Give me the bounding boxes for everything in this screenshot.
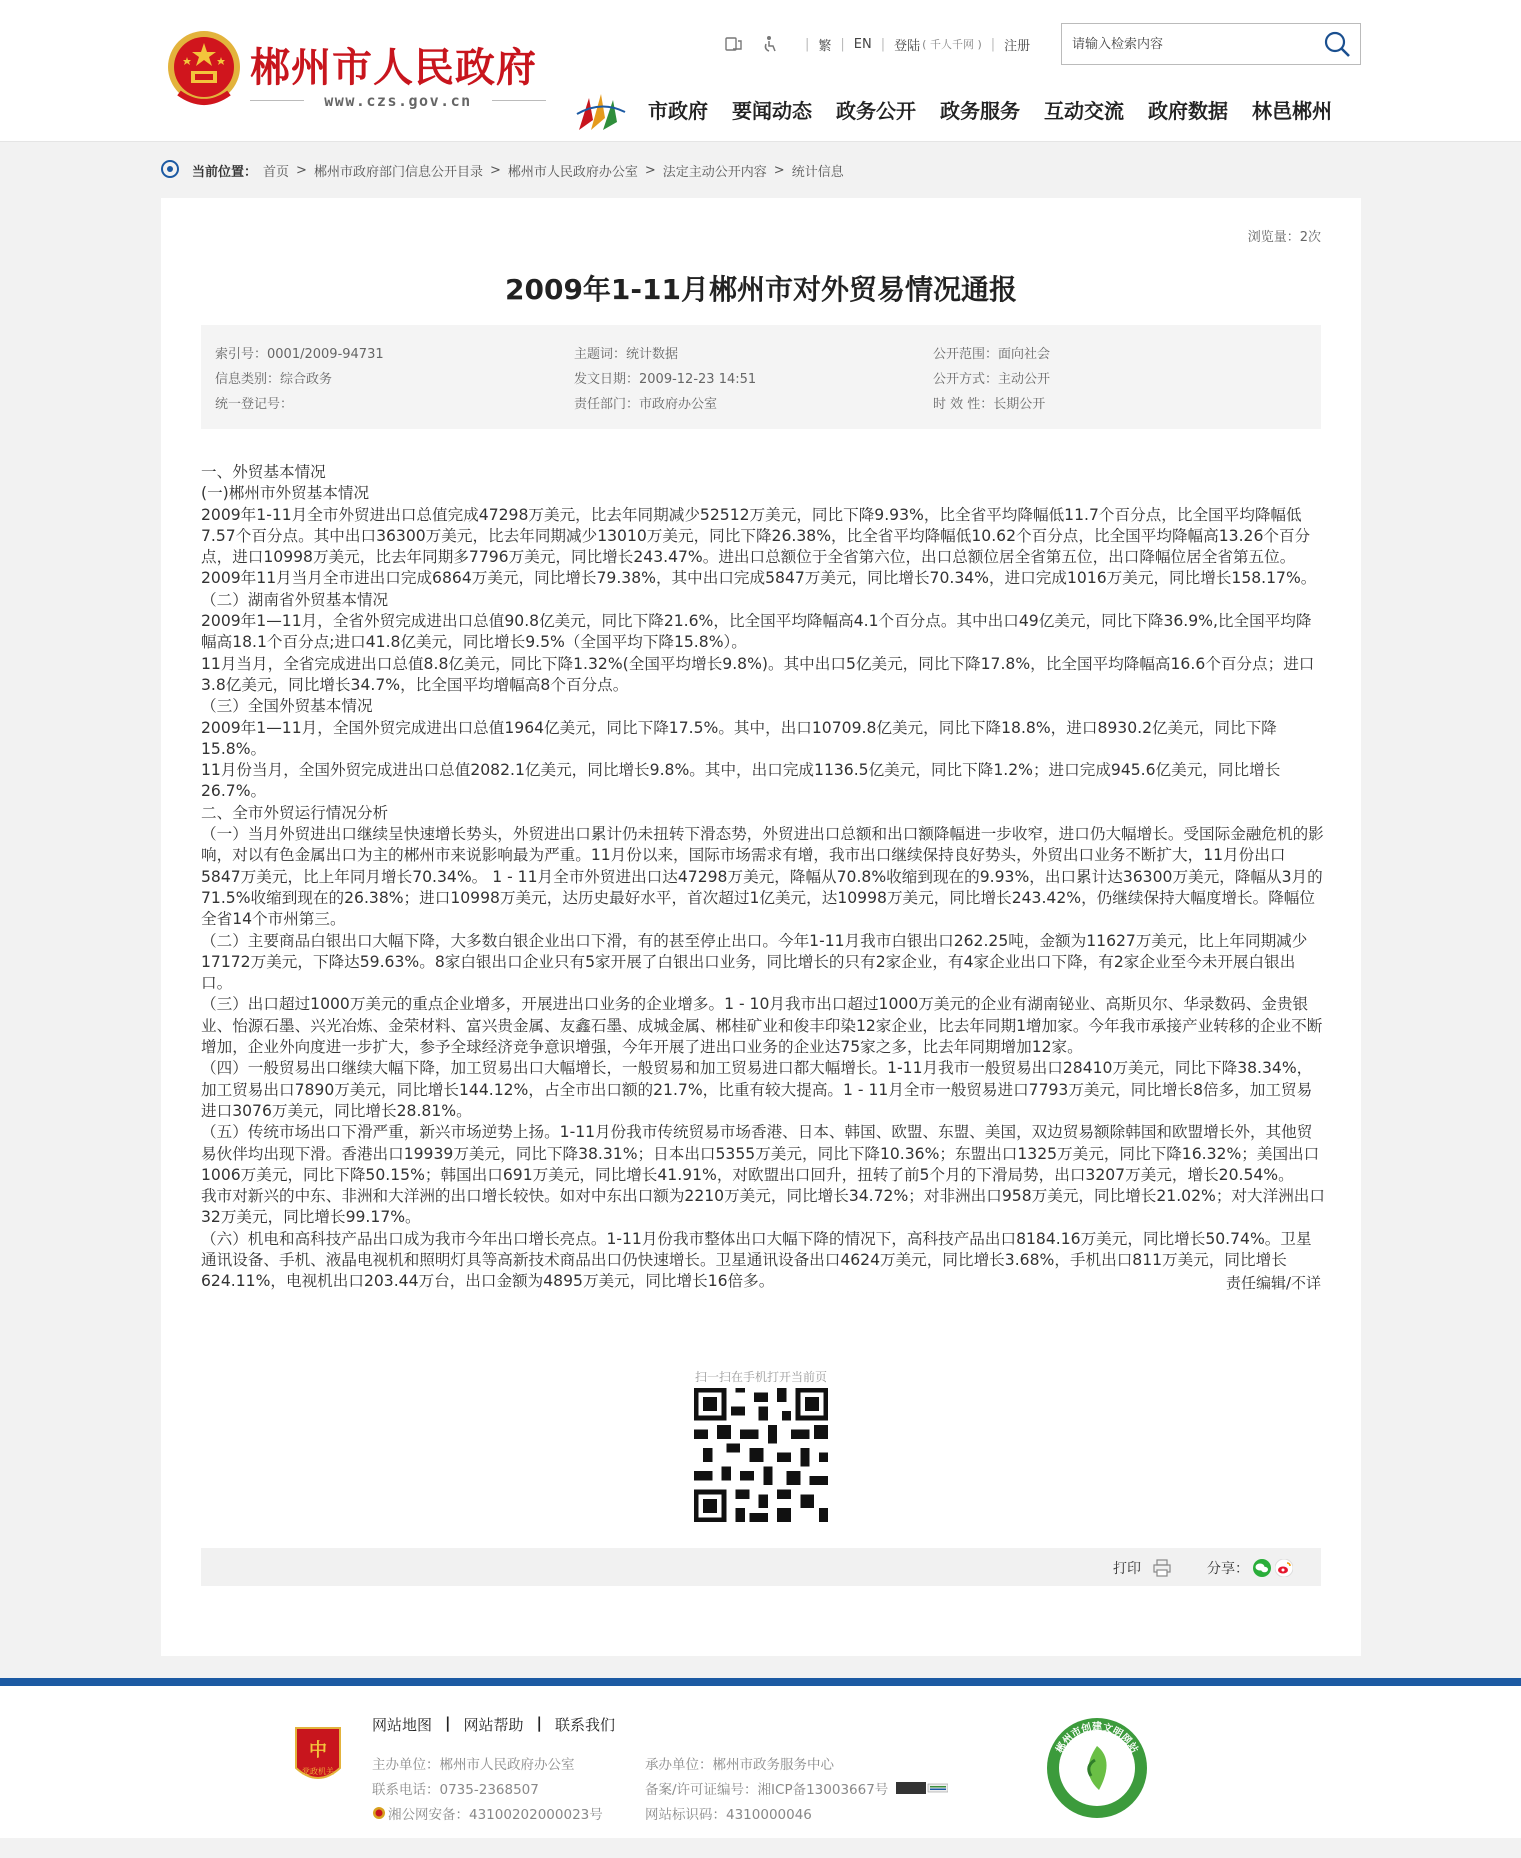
traditional-chinese-link[interactable]: 繁: [818, 38, 832, 54]
breadcrumb-arrow: >: [489, 162, 501, 178]
meta-value: 2009-12-23 14:51: [639, 372, 757, 387]
search-box: [1061, 23, 1361, 65]
breadcrumb-arrow: >: [644, 162, 656, 178]
meta-key: 责任部门：: [574, 397, 640, 412]
nav-item-gov-services[interactable]: 政务服务: [940, 99, 1020, 123]
footer-site-id: 网站标识码：4310000046: [645, 1806, 812, 1823]
article-paragraph: 一、外贸基本情况: [201, 463, 326, 481]
footer-organizer: 承办单位：郴州市政务服务中心: [645, 1756, 834, 1773]
nav-item-interaction[interactable]: 互动交流: [1044, 99, 1124, 123]
meta-key: 统一登记号：: [215, 397, 294, 412]
meta-index-number: [215, 343, 574, 368]
article-meta: [201, 325, 1321, 429]
article-body: [201, 462, 1325, 1293]
party-gov-badge-icon[interactable]: [292, 1724, 344, 1788]
meta-value: 统计数据: [626, 347, 679, 362]
qr-code-icon: [694, 1388, 828, 1522]
article-paragraph: （六）机电和高科技产品出口成为我市今年出口增长亮点。1-11月份我市整体出口大幅下降的情况下，高科技产品出口8184.16万美元，同比增长50.74%。卫星通讯设备、手机、液晶电视机和照明灯具等高新技术商品出口仍快速增长。卫星通讯设备出口4624万美元，同比增长3.68%，手机出口811万美元，同比增长624.11%，电视机出口203.44万台，出口金额为4895万美元，同比增长16倍多。: [201, 1229, 1312, 1291]
article-editor: 责任编辑/不详: [1225, 1274, 1321, 1292]
nav-item-gov-data[interactable]: 政府数据: [1148, 99, 1228, 123]
meta-key: 公开范围：: [933, 347, 999, 362]
share-bar: [201, 1548, 1321, 1586]
meta-value: 0001/2009-94731: [267, 347, 384, 362]
site-domain: www.czs.gov.cn: [324, 92, 472, 110]
breadcrumb-item[interactable]: 法定主动公开内容: [662, 164, 767, 180]
meta-value: 市政府办公室: [639, 397, 718, 412]
breadcrumb-home[interactable]: 首页: [263, 164, 290, 180]
breadcrumb-item[interactable]: 统计信息: [791, 164, 844, 180]
footer-link-separator: |: [536, 1714, 542, 1732]
article-paragraph: 2009年1—11月，全省外贸完成进出口总值90.8亿美元，同比下降21.6%，比全国平均降幅高4.1个百分点。其中出口49亿美元，同比下降36.9%,比全国平均降幅高18.1个百分点;进口41.8亿美元，同比增长9.5%（全国平均下降15.8%）。: [201, 612, 1312, 652]
toolbar-separator: |: [805, 36, 810, 52]
views-value: 2次: [1299, 230, 1321, 245]
footer-info-row: [372, 1775, 948, 1800]
footer-links: [372, 1714, 615, 1735]
footer-link-separator: |: [445, 1714, 451, 1732]
article-paragraph: （三）出口超过1000万美元的重点企业增多，开展进出口业务的企业增多。1 - 10月我市出口超过1000万美元的企业有湖南铋业、高斯贝尔、华录数码、金贵银业、怡源石墨、兴光冶炼、金荣材料、富兴贵金属、友鑫石墨、成城金属、郴桂矿业和俊丰印染12家企业，比去年同期1增加家。今年我市承接产业转移的企业不断增加，企业外向度进一步扩大，参予全球经济竞争意识增强，今年开展了进出口业务的企业达75家之多，比去年同期增加12家。: [201, 995, 1323, 1057]
city-logo-icon: [575, 90, 627, 134]
meta-key: 信息类别：: [215, 372, 281, 387]
meta-value: 面向社会: [998, 347, 1051, 362]
cn-badge-icon: [896, 1782, 948, 1794]
article-paragraph: 11月当月，全省完成进出口总值8.8亿美元，同比下降1.32%(全国平均增长9.8%)。其中出口5亿美元，同比下降17.8%，比全国平均降幅高16.6个百分点；进口3.8亿美元，同比增长34.7%，比全国平均增幅高8个百分点。: [201, 654, 1315, 694]
article-paragraph: 二、全市外贸运行情况分析: [201, 803, 389, 822]
bottom-strip: [0, 1838, 1521, 1858]
meta-publish-method: [933, 368, 1292, 393]
breadcrumb-arrow: >: [296, 162, 307, 178]
english-link[interactable]: EN: [853, 36, 872, 52]
meta-category: [215, 368, 574, 393]
print-button[interactable]: [1113, 1558, 1171, 1578]
article-paragraph: （四）一般贸易出口继续大幅下降，加工贸易出口大幅增长，一般贸易和加工贸易进口都大幅增长。1-11月我市一般贸易出口28410万美元，同比下降38.34%，加工贸易出口7890万美元，同比增长144.12%，占全市出口额的21.7%，比重有较大提高。1 - 11月全市一般贸易进口7793万美元，同比增长8倍多，加工贸易进口3076万美元，同比增长28.81%。: [201, 1059, 1313, 1120]
nav-item-linyi-chenzhou[interactable]: 林邑郴州: [1252, 99, 1332, 123]
article-paragraph: 2009年11月当月全市进出口完成6864万美元，同比增长79.38%，其中出口完成5847万美元，同比增长70.34%，进口完成1016万美元，同比增长158.17%。: [201, 569, 1317, 588]
toolbar-separator: |: [840, 36, 845, 52]
meta-row: [215, 343, 1307, 368]
site-title[interactable]: 郴州市人民政府: [250, 45, 537, 91]
login-note: ( 千人千网 ): [922, 38, 982, 51]
article-paragraph: 我市对新兴的中东、非洲和大洋洲的出口增长较快。如对中东出口额为2210万美元，同比增长34.72%；对非洲出口958万美元，同比增长21.02%；对大洋洲出口32万美元，同比增长99.17%。: [201, 1187, 1325, 1227]
meta-key: 公开方式：: [933, 372, 999, 387]
footer-accent-bar: [0, 1678, 1521, 1686]
article-title: 2009年1-11月郴州市对外贸易情况通报: [505, 273, 1017, 306]
nav-item-city-government[interactable]: 市政府: [648, 99, 708, 123]
search-icon: [1323, 30, 1351, 58]
meta-scope: [933, 343, 1292, 368]
site-header: [0, 0, 1521, 142]
svg-text:中: 中: [309, 1740, 327, 1761]
breadcrumb: [160, 158, 844, 182]
footer-info-row: [372, 1750, 948, 1775]
article-paragraph: （二）湖南省外贸基本情况: [201, 590, 389, 609]
footer-icp-text: 备案/许可证编号：湘ICP备13003667号: [645, 1781, 889, 1798]
login-link[interactable]: 登陆: [894, 38, 921, 54]
footer-link-sitemap[interactable]: 网站地图: [372, 1716, 433, 1734]
footer-info-row: [372, 1800, 948, 1825]
footer-police-record[interactable]: [372, 1803, 645, 1823]
meta-value: 长期公开: [993, 397, 1046, 412]
site-domain-line: [250, 92, 546, 108]
meta-keywords: [574, 343, 933, 368]
breadcrumb-label: 当前位置：: [192, 164, 258, 180]
site-footer: [0, 1686, 1521, 1838]
footer-icp[interactable]: [645, 1778, 948, 1798]
share-group: [1207, 1558, 1293, 1578]
article-paragraph: 2009年1—11月，全国外贸完成进出口总值1964亿美元，同比下降17.5%。其中，出口10709.8亿美元，同比下降18.8%，进口8930.2亿美元，同比下降15.8%。: [201, 718, 1277, 758]
breadcrumb-item[interactable]: 郴州市政府部门信息公开目录: [313, 164, 483, 180]
civilization-website-badge-icon[interactable]: [1045, 1716, 1149, 1820]
footer-phone: 联系电话：0735-2368507: [372, 1781, 539, 1798]
footer-link-help[interactable]: 网站帮助: [463, 1716, 524, 1734]
meta-key: 主题词：: [574, 347, 627, 362]
article-paragraph: 2009年1-11月全市外贸进出口总值完成47298万美元，比去年同期减少52512万美元，同比下降9.93%，比全省平均降幅低11.7个百分点，比全国平均降幅低7.57个百分点。其中出口36300万美元，比去年同期减少13010万美元，同比下降26.38%，比全省平均降幅低10.62个百分点，比全国平均降幅高13.26个百分点，进口10998万美元，比去年同期多7796万美元，同比增长243.47%。进出口总额位于全省第六位，出口总额位居全省第五位，出口降幅位居全省第五位。: [201, 505, 1311, 567]
nav-item-news[interactable]: 要闻动态: [732, 99, 812, 123]
footer-link-contact[interactable]: 联系我们: [555, 1716, 616, 1734]
main-nav: [648, 95, 1332, 124]
footer-sponsor: 主办单位：郴州市人民政府办公室: [372, 1756, 575, 1773]
meta-row: [215, 368, 1307, 393]
party-badge-text: 党政机关: [302, 1767, 334, 1776]
footer-police-text: 湘公网安备：43100202000023号: [388, 1806, 603, 1823]
top-toolbar: [724, 34, 1030, 54]
article-paragraph: (一)郴州市外贸基本情况: [201, 484, 370, 503]
toolbar-separator: |: [990, 36, 996, 52]
meta-key: 索引号：: [215, 347, 268, 362]
article-paragraph: （二）主要商品白银出口大幅下降，大多数白银企业出口下滑，有的甚至停止出口。今年1-11月我市白银出口262.25吨，金额为11627万美元，比上年同期减少17172万美元，下降达59.63%。8家白银出口企业只有5家开展了白银出口业务，同比增长的只有2家企业，有4家企业出口下降，有2家企业至今未开展白银出口。: [201, 931, 1308, 993]
print-label: 打印: [1113, 1561, 1141, 1577]
printer-icon: [1153, 1559, 1171, 1577]
civ-badge-text: 郴州市创建文明网站: [1054, 1722, 1140, 1756]
article-card: [161, 198, 1361, 1656]
article-paragraph: （三）全国外贸基本情况: [201, 697, 373, 716]
meta-validity: [933, 393, 1292, 418]
national-emblem-icon[interactable]: [165, 27, 243, 111]
search-input[interactable]: [1072, 24, 1312, 64]
meta-publish-date: [574, 368, 933, 393]
wechat-icon[interactable]: [1253, 1559, 1271, 1577]
toolbar-separator: |: [880, 36, 886, 52]
share-label: 分享：: [1207, 1561, 1249, 1577]
article-paragraph: （五）传统市场出口下滑严重，新兴市场逆势上扬。1-11月份我市传统贸易市场香港、日本、韩国、欧盟、东盟、美国，双边贸易额除韩国和欧盟增长外，其他贸易伙伴均出现下滑。香港出口19939万美元，同比下降38.31%；日本出口5355万美元，同比下降10.36%；东盟出口1325万美元，同比下降16.32%；美国出口1006万美元，同比下降50.15%；韩国出口691万美元，同比增长41.91%，对欧盟出口回升，扭转了前5个月的下滑局势，出口3207万美元，增长20.54%。: [201, 1123, 1320, 1184]
view-count: [1248, 226, 1321, 245]
meta-registration-number: [215, 393, 574, 418]
meta-value: 主动公开: [998, 372, 1051, 387]
accessibility-icon[interactable]: [724, 35, 744, 53]
meta-key: 发文日期：: [574, 372, 640, 387]
nav-item-gov-affairs-open[interactable]: 政务公开: [836, 99, 916, 123]
meta-department: [574, 393, 933, 418]
breadcrumb-arrow: >: [773, 162, 785, 178]
breadcrumb-item[interactable]: 郴州市人民政府办公室: [507, 164, 638, 180]
views-label: 浏览量：: [1247, 230, 1300, 245]
article-paragraph: 11月份当月，全国外贸完成进出口总值2082.1亿美元，同比增长9.8%。其中，出口完成1136.5亿美元，同比下降1.2%；进口完成945.6亿美元，同比增长26.7%。: [201, 761, 1281, 801]
police-badge-icon: [372, 1806, 386, 1820]
location-pin-icon: [160, 159, 180, 181]
search-button[interactable]: [1322, 30, 1352, 60]
meta-value: 综合政务: [280, 372, 333, 387]
meta-row: [215, 393, 1307, 418]
register-link[interactable]: 注册: [1004, 38, 1031, 54]
qr-caption: 扫一扫在手机打开当前页: [694, 1370, 827, 1384]
article-paragraph: （一）当月外贸进出口继续呈快速增长势头，外贸进出口累计仍未扭转下滑态势，外贸进出口总额和出口额降幅进一步收窄，进口仍大幅增长。受国际金融危机的影响，对以有色金属出口为主的郴州市来说影响最为严重。11月份以来，国际市场需求有增，我市出口继续保持良好势头，外贸出口业务不断扩大，11月份出口5847万美元，比上年同月增长70.34%。 1 - 11月全市外贸进出口达47298万美元，降幅从70.8%收缩到现在的9.93%，出口累计达36300万美元，降幅从3月的71.5%收缩到现在的26.38%；进口10998万美元，达历史最好水平，首次超过1亿美元，达10998万美元，同比增长243.42%，仍继续保持大幅度增长。降幅位全省14个市州第三。: [201, 825, 1324, 929]
footer-info: [372, 1750, 948, 1825]
meta-key: 时 效 性：: [933, 397, 994, 412]
elder-mode-icon[interactable]: [760, 35, 780, 53]
weibo-icon[interactable]: [1275, 1559, 1293, 1577]
